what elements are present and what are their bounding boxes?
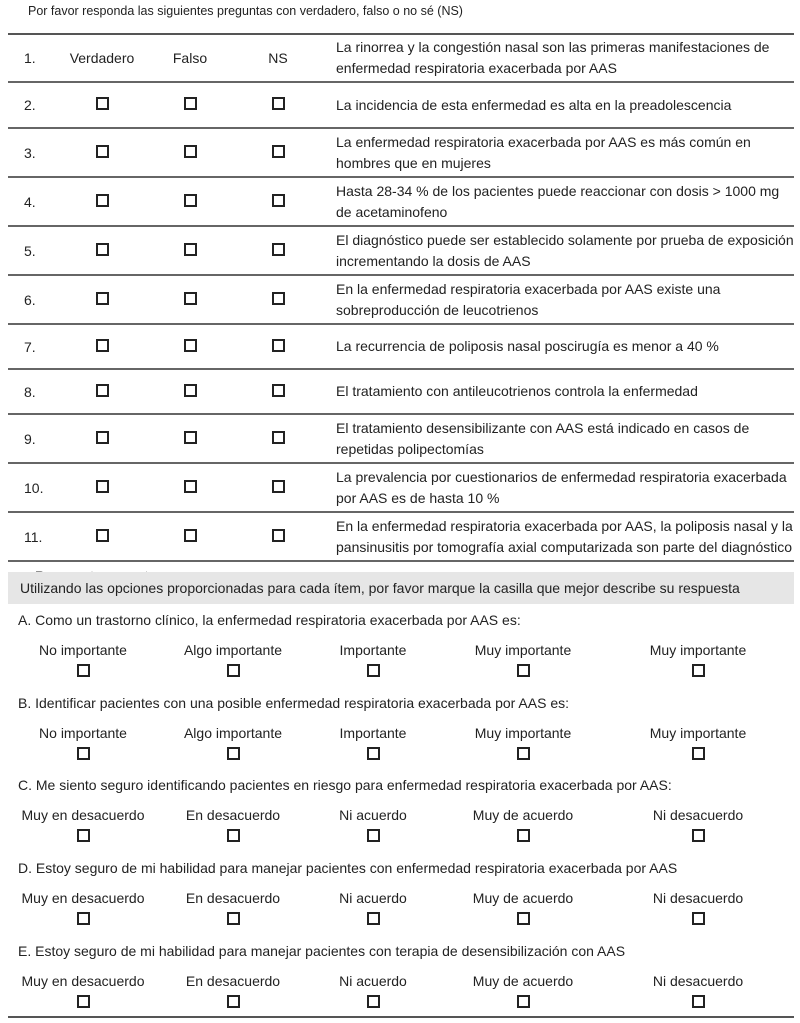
item-number: 2. (24, 97, 36, 113)
checkbox-verdadero[interactable] (96, 292, 109, 305)
checkbox-verdadero[interactable] (96, 529, 109, 542)
option-label: Ni desacuerdo (652, 807, 744, 823)
likert-section (8, 777, 794, 845)
checkbox-falso[interactable] (184, 243, 197, 256)
table-row (8, 83, 794, 129)
question-text: El diagnóstico puede ser establecido solamente por prueba de exposición incrementando la dosis de AAS (336, 231, 794, 269)
table-row (8, 227, 794, 276)
option-label: En desacuerdo (185, 807, 281, 823)
likert-section (8, 943, 794, 1011)
checkbox-verdadero[interactable] (96, 194, 109, 207)
option-checkbox[interactable] (77, 747, 90, 760)
option-checkbox[interactable] (692, 912, 705, 925)
option-label: Muy importante (649, 725, 747, 741)
option-checkbox[interactable] (367, 912, 380, 925)
table-row (8, 276, 794, 325)
checkbox-verdadero[interactable] (96, 339, 109, 352)
checkbox-verdadero[interactable] (96, 480, 109, 493)
instructions: Por favor responda las siguientes preguntas con verdadero, falso o no sé (NS) (28, 4, 463, 18)
option-checkbox[interactable] (227, 995, 240, 1008)
option-label: Muy en desacuerdo (21, 890, 145, 906)
option-label: Importante (339, 642, 407, 658)
table-row (8, 178, 794, 227)
checkbox-verdadero[interactable] (96, 431, 109, 444)
option-checkbox[interactable] (517, 664, 530, 677)
option-label: Algo importante (183, 642, 283, 658)
item-number: 11. (24, 528, 43, 545)
question-text: Hasta 28-34 % de los pacientes puede reaccionar con dosis > 1000 mg de acetaminofeno (336, 182, 780, 220)
checkbox-falso[interactable] (184, 292, 197, 305)
checkbox-falso[interactable] (184, 431, 197, 444)
option-checkbox[interactable] (77, 912, 90, 925)
option-checkbox[interactable] (77, 995, 90, 1008)
item-number: 6. (24, 291, 36, 308)
item-number: 10. (24, 479, 44, 496)
table-row (8, 370, 794, 415)
option-label: Muy de acuerdo (472, 973, 574, 989)
col-falso: Falso (172, 50, 208, 66)
checkbox-falso[interactable] (184, 339, 197, 352)
question-text: En la enfermedad respiratoria exacerbada por AAS, la poliposis nasal y la pansinusitis por tomografía axial computarizada son parte del diagnóstico (336, 517, 793, 555)
option-checkbox[interactable] (517, 829, 530, 842)
likert-question: C. Me siento seguro identificando pacientes en riesgo para enfermedad respiratoria exacerbada por AAS: (18, 777, 672, 793)
likert-section (8, 695, 794, 763)
question-text: La prevalencia por cuestionarios de enfermedad respiratoria exacerbada por AAS es de hasta 10 % (336, 468, 787, 506)
option-checkbox[interactable] (227, 912, 240, 925)
checkbox-falso[interactable] (184, 529, 197, 542)
item-number: 3. (24, 144, 36, 161)
checkbox-falso[interactable] (184, 97, 197, 110)
option-label: Ni desacuerdo (652, 890, 744, 906)
option-checkbox[interactable] (692, 995, 705, 1008)
question-text: La enfermedad respiratoria exacerbada por AAS es más común en hombres que en mujeres (336, 133, 751, 171)
checkbox-verdadero[interactable] (96, 145, 109, 158)
question-text: El tratamiento con antileucotrienos controla la enfermedad (336, 383, 698, 399)
likert-question: E. Estoy seguro de mi habilidad para manejar pacientes con terapia de desensibilización con AAS (18, 943, 626, 959)
checkbox-falso[interactable] (184, 480, 197, 493)
table-row (8, 464, 794, 513)
checkbox-falso[interactable] (184, 384, 197, 397)
likert-section (8, 612, 794, 680)
option-checkbox[interactable] (692, 829, 705, 842)
question-text: La rinorrea y la congestión nasal son las primeras manifestaciones de enfermedad respiratoria exacerbada por AAS (336, 39, 770, 76)
option-label: Muy de acuerdo (472, 890, 574, 906)
checkbox-ns[interactable] (272, 243, 285, 256)
option-label: No importante (39, 642, 127, 658)
checkbox-verdadero[interactable] (96, 384, 109, 397)
table-row (8, 415, 794, 464)
checkbox-ns[interactable] (272, 339, 285, 352)
checkbox-falso[interactable] (184, 194, 197, 207)
true-false-table (8, 33, 794, 592)
table-row (8, 513, 794, 562)
checkbox-verdadero[interactable] (96, 243, 109, 256)
checkbox-ns[interactable] (272, 431, 285, 444)
item-number: 9. (24, 430, 36, 447)
option-checkbox[interactable] (517, 912, 530, 925)
item-number: 5. (24, 242, 36, 259)
checkbox-ns[interactable] (272, 480, 285, 493)
likert-question: B. Identificar pacientes con una posible enfermedad respiratoria exacerbada por AAS es: (18, 695, 569, 711)
option-checkbox[interactable] (367, 829, 380, 842)
question-text: La recurrencia de poliposis nasal poscirugía es menor a 40 % (336, 338, 719, 354)
option-label: Muy importante (474, 642, 572, 658)
likert-question: D. Estoy seguro de mi habilidad para manejar pacientes con enfermedad respiratoria exacerbada por AAS (18, 860, 678, 876)
option-label: En desacuerdo (185, 973, 281, 989)
option-checkbox[interactable] (517, 747, 530, 760)
option-checkbox[interactable] (77, 664, 90, 677)
option-label: Ni acuerdo (339, 890, 407, 906)
table-row (8, 129, 794, 178)
likert-section (8, 860, 794, 928)
col-ns: NS (268, 50, 288, 66)
option-label: Importante (339, 725, 407, 741)
option-label: Muy en desacuerdo (21, 807, 145, 823)
option-checkbox[interactable] (692, 747, 705, 760)
divider (8, 1016, 794, 1018)
checkbox-ns[interactable] (272, 97, 285, 110)
option-checkbox[interactable] (692, 664, 705, 677)
option-label: Muy de acuerdo (472, 807, 574, 823)
option-label: En desacuerdo (185, 890, 281, 906)
option-label: Ni acuerdo (339, 807, 407, 823)
option-label: Ni desacuerdo (652, 973, 744, 989)
option-checkbox[interactable] (517, 995, 530, 1008)
checkbox-ns[interactable] (272, 194, 285, 207)
option-checkbox[interactable] (227, 664, 240, 677)
table-header-row (8, 35, 794, 83)
option-label: Ni acuerdo (339, 973, 407, 989)
option-checkbox[interactable] (227, 829, 240, 842)
item-number: 7. (24, 338, 36, 355)
checkbox-ns[interactable] (272, 384, 285, 397)
option-checkbox[interactable] (367, 995, 380, 1008)
option-label: Algo importante (183, 725, 283, 741)
col-verdadero: Verdadero (69, 50, 135, 66)
option-label: Muy importante (474, 725, 572, 741)
option-label: Muy importante (649, 642, 747, 658)
checkbox-ns[interactable] (272, 529, 285, 542)
option-checkbox[interactable] (367, 747, 380, 760)
item-number: 8. (24, 383, 36, 400)
checkbox-verdadero[interactable] (96, 97, 109, 110)
option-checkbox[interactable] (367, 664, 380, 677)
likert-question: A. Como un trastorno clínico, la enfermedad respiratoria exacerbada por AAS es: (18, 612, 521, 628)
question-text: El tratamiento desensibilizante con AAS está indicado en casos de repetidas polipectomías (336, 419, 750, 457)
table-row (8, 325, 794, 370)
checkbox-ns[interactable] (272, 292, 285, 305)
item-number: 4. (24, 193, 36, 210)
question-text: La incidencia de esta enfermedad es alta en la preadolescencia (336, 96, 732, 113)
item-number: 1. (24, 50, 36, 66)
question-text: En la enfermedad respiratoria exacerbada por AAS existe una sobreproducción de leucotrienos (336, 280, 721, 318)
option-label: Muy en desacuerdo (21, 973, 145, 989)
checkbox-ns[interactable] (272, 145, 285, 158)
option-checkbox[interactable] (77, 829, 90, 842)
option-checkbox[interactable] (227, 747, 240, 760)
checkbox-falso[interactable] (184, 145, 197, 158)
instructions-band: Utilizando las opciones proporcionadas para cada ítem, por favor marque la casilla que mejor describe su respuesta (8, 572, 794, 604)
option-label: No importante (39, 725, 127, 741)
